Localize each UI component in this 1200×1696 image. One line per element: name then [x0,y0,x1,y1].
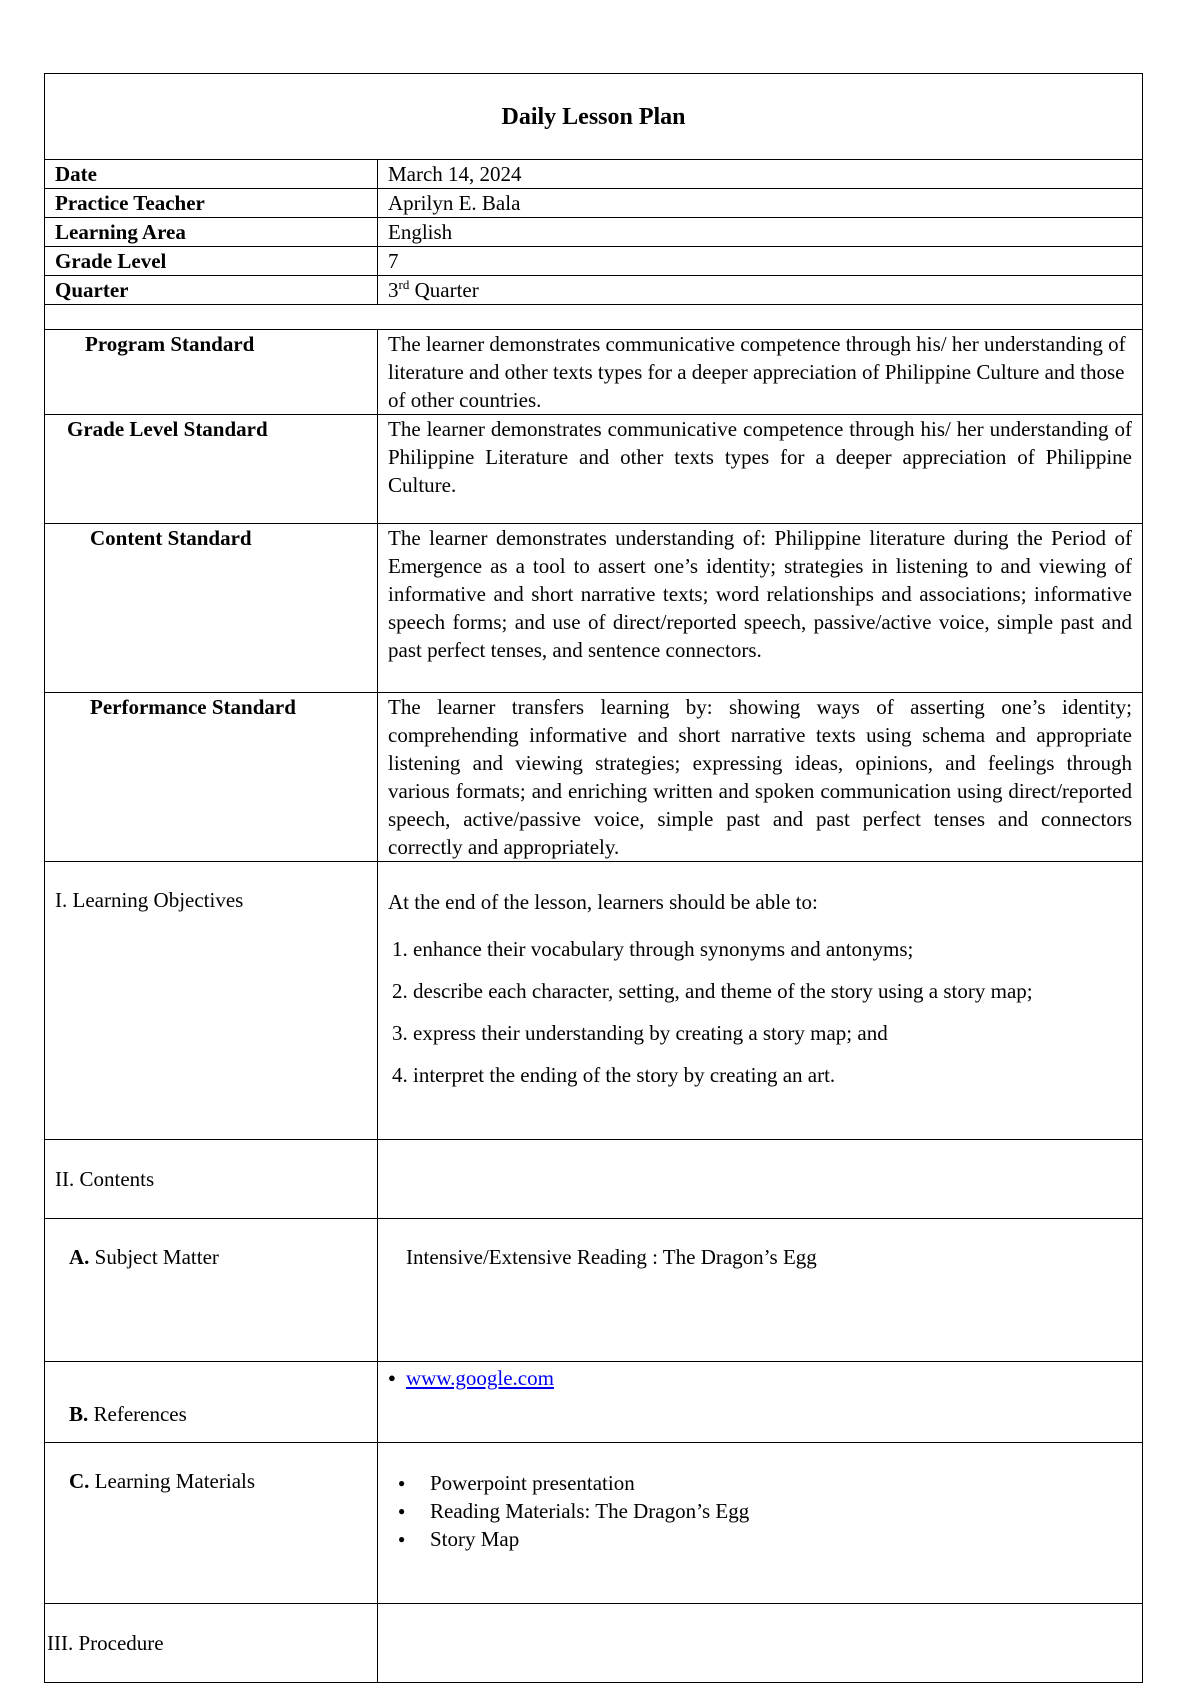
references-letter: B. [69,1402,89,1426]
references-value [378,1362,1143,1443]
materials-list [388,1469,1132,1553]
grade-level-standard-text: The learner demonstrates communicative competence through his/ her understanding of Philippine Literature and other texts types for a deeper appreciation of Philippine Culture. [378,415,1143,524]
quarter-suffix: rd [398,277,410,292]
title-row [45,74,1143,160]
quarter-row [45,276,1143,305]
subject-matter-row [45,1219,1143,1362]
program-standard-row [45,330,1143,415]
quarter-label: Quarter [45,276,378,305]
lesson-plan-table [44,73,1143,1683]
performance-standard-text: The learner transfers learning by: showing ways of asserting one’s identity; comprehending informative and short narrative texts using schema and appropriate listening and viewing strategies; expressing ideas, opinions, and feelings through various formats; and enriching written and spoken communication using direct/reported speech, active/passive voice, simple past and past perfect tenses and connectors correctly and appropriately. [378,693,1143,862]
date-label: Date [45,160,378,189]
objectives-intro: At the end of the lesson, learners should be able to: [388,890,818,914]
contents-row [45,1140,1143,1219]
references-label-cell [45,1362,378,1443]
grade-level-label: Grade Level [45,247,378,276]
program-standard-label: Program Standard [45,330,378,415]
performance-standard-row [45,693,1143,862]
grade-level-standard-label: Grade Level Standard [45,415,378,524]
teacher-row [45,189,1143,218]
teacher-label: Practice Teacher [45,189,378,218]
quarter-number: 3 [388,278,399,302]
content-standard-label: Content Standard [45,524,378,693]
program-standard-text: The learner demonstrates communicative competence through his/ her understanding of literature and other texts types for a deeper appreciation of Philippine Culture and those of other countries. [378,330,1143,415]
bullet-icon: ● [388,1370,396,1385]
reference-link[interactable]: www.google.com [406,1366,554,1390]
document-title: Daily Lesson Plan [45,74,1143,160]
subject-matter-value: Intensive/Extensive Reading : The Dragon’s Egg [378,1219,1143,1362]
references-label: References [93,1402,187,1426]
learning-area-label: Learning Area [45,218,378,247]
material-item: ● Story Map [388,1525,1132,1553]
learning-area-row [45,218,1143,247]
content-standard-text: The learner demonstrates understanding of: Philippine literature during the Period of Emergence as a tool to assert one’s identity; strategies in listening to and viewing of informative and short narrative texts; word relationships and associations; informative speech forms; and use of direct/reported speech, passive/active voice, simple past and past perfect tenses, and sentence connectors. [378,524,1143,693]
learning-objectives-cell [378,862,1143,1140]
spacer-row [45,305,1143,330]
objective-item: 2. describe each character, setting, and theme of the story using a story map; [392,979,1033,1003]
quarter-word: Quarter [414,278,479,302]
learning-materials-row [45,1443,1143,1604]
material-item: ● Reading Materials: The Dragon’s Egg [388,1497,1132,1525]
learning-area-value: English [378,218,1143,247]
lesson-plan-page [44,73,1142,1683]
procedure-label: III. Procedure [45,1604,378,1683]
contents-label: II. Contents [45,1140,378,1219]
learning-materials-label: Learning Materials [94,1469,256,1493]
subject-matter-letter: A. [69,1245,90,1269]
learning-objectives-label: I. Learning Objectives [45,862,378,1140]
objective-item: 4. interpret the ending of the story by creating an art. [392,1063,836,1087]
grade-level-row [45,247,1143,276]
material-item: ● Powerpoint presentation [388,1469,1132,1497]
quarter-value [378,276,1143,305]
procedure-value [378,1604,1143,1683]
objective-item: 3. express their understanding by creating a story map; and [392,1021,888,1045]
contents-value [378,1140,1143,1219]
grade-level-standard-row [45,415,1143,524]
date-row [45,160,1143,189]
subject-matter-label-cell [45,1219,378,1362]
learning-materials-label-cell [45,1443,378,1604]
learning-materials-letter: C. [69,1469,90,1493]
learning-materials-value [378,1443,1143,1604]
grade-level-value: 7 [378,247,1143,276]
learning-objectives-row [45,862,1143,1140]
teacher-value: Aprilyn E. Bala [378,189,1143,218]
performance-standard-label: Performance Standard [45,693,378,862]
references-row [45,1362,1143,1443]
procedure-row [45,1604,1143,1683]
content-standard-row [45,524,1143,693]
objective-item: 1. enhance their vocabulary through synonyms and antonyms; [392,937,914,961]
subject-matter-label: Subject Matter [94,1245,219,1269]
date-value: March 14, 2024 [378,160,1143,189]
objectives-list [388,928,1132,1096]
